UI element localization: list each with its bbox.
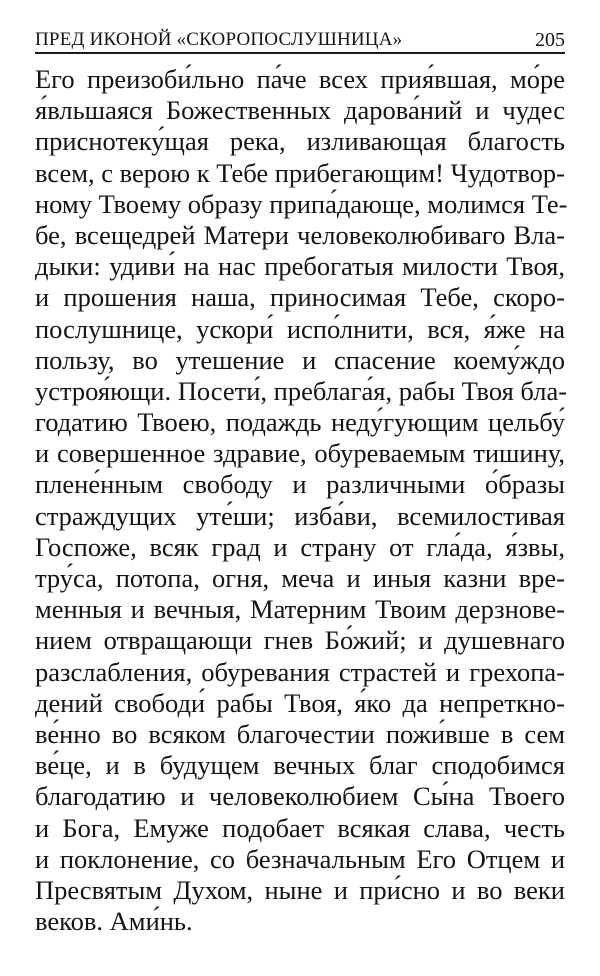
text-line: и совершенное здравие, обуреваемым тишину, [35, 438, 565, 469]
text-line: приснотеку́щая река, изливающая благость [35, 126, 565, 157]
text-line: бе, всещедрей Матери человеколюбиваго Вла- [35, 219, 565, 250]
text-line: годатию Твоею, подаждь неду́гующим цельбу́ [35, 407, 565, 438]
text-line: плене́нным свободу и различными о́бразы [35, 469, 565, 500]
text-line: Госпоже, всяк град и страну от гла́да, я́звы, [35, 531, 565, 562]
running-head [35, 26, 565, 54]
text-line: я́вльшаяся Божественных дарова́ний и чудес [35, 95, 565, 126]
text-line: разслабления, обуревания страстей и грехопа- [35, 656, 565, 687]
text-line: ве́це, и в будущем вечных благ сподобимся [35, 750, 565, 781]
text-line: всем, с верою к Тебе прибегающим! Чудотвор- [35, 157, 565, 188]
text-line: послушнице, ускори́ испо́лнити, вся, я́же на [35, 313, 565, 344]
text-line: ному Твоему образу припа́дающе, молимся Те- [35, 188, 568, 219]
text-line: благодатию и человеколюбием Сы́на Твоего [35, 781, 565, 812]
text-line: дений свободи́ рабы Твоя, я́ко да непреткно- [35, 687, 565, 718]
text-line: пользу, во утешение и спасение коему́ждо [35, 344, 565, 375]
running-title: ПРЕД ИКОНОЙ «СКОРОПОСЛУШНИЦА» [35, 29, 403, 50]
text-line: страждущих уте́ши; изба́ви, всемилостивая [35, 500, 565, 531]
text-line: и Бога, Емуже подобает всякая слава, честь [35, 812, 565, 843]
text-line: Его преизоби́льно па́че всех прия́вшая, мо́ре [35, 64, 565, 94]
text-line: нием отвращающи гнев Бо́жий; и душевнаго [35, 625, 565, 656]
page-number: 205 [535, 29, 565, 51]
prayer-text [35, 64, 568, 937]
text-line: и прошения наша, приносимая Тебе, скоро- [35, 282, 565, 313]
text-line: и поклонение, со безначальным Его Отцем и [35, 843, 565, 874]
text-line: Пресвятым Духом, ныне и при́сно и во веки [35, 874, 565, 905]
text-line: веков. Ами́нь. [35, 906, 193, 937]
text-line: дыки: удиви́ на нас пребогатыя милости Твоя, [35, 251, 565, 282]
text-line: тру́са, потопа, огня, меча и иныя казни вре- [35, 563, 565, 593]
text-line: менныя и вечныя, Матерним Твоим дерзнове- [35, 594, 565, 625]
text-line: ве́нно во всяком благочестии пожи́вше в сем [35, 718, 565, 749]
text-line: устроя́ющи. Посети́, преблага́я, рабы Твоя бла- [35, 375, 568, 406]
